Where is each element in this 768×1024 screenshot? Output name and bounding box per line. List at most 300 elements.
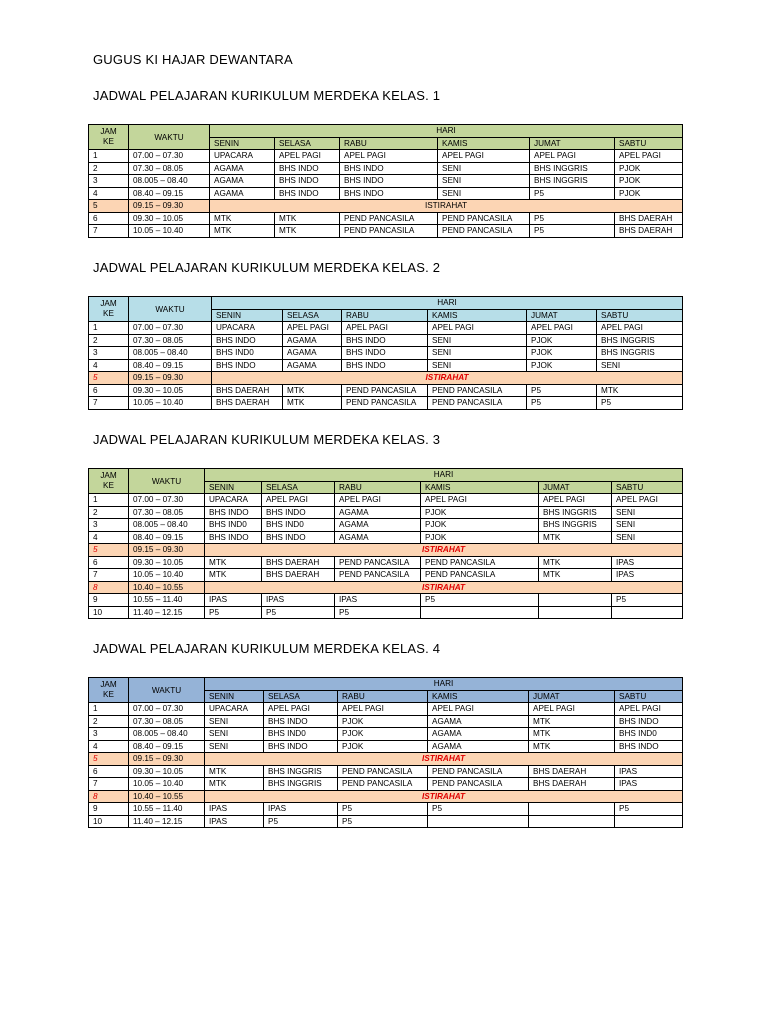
table-header-row [89,469,683,482]
subject-cell-kamis: PEND PANCASILA [428,765,529,778]
period-time: 07.30 – 08.05 [129,162,210,175]
subject-cell-jumat: BHS INGGRIS [530,162,615,175]
subject-cell-kamis: AGAMA [428,728,529,741]
table-row [89,175,683,188]
period-time: 10.05 – 10.40 [129,225,210,238]
subject-cell-rabu: PEND PANCASILA [335,569,421,582]
subject-cell-kamis: PEND PANCASILA [438,225,530,238]
subject-cell-kamis: APEL PAGI [438,150,530,163]
table-row [89,225,683,238]
subject-cell-jumat [539,594,612,607]
table-row [89,397,683,410]
subject-cell-senin: BHS INDO [205,506,262,519]
subject-cell-senin: BHS INDO [205,531,262,544]
subject-cell-kamis: PEND PANCASILA [428,778,529,791]
schedule-table [88,296,683,410]
subject-cell-selasa: APEL PAGI [283,322,342,335]
subject-cell-senin: UPACARA [212,322,283,335]
subject-cell-jumat: MTK [539,569,612,582]
subject-cell-senin: SENI [205,740,264,753]
subject-cell-senin: BHS INDO [212,359,283,372]
day-header-jumat: JUMAT [527,309,597,322]
period-number: 3 [89,347,129,360]
hari-header: HARI [205,678,683,691]
day-header-kamis: KAMIS [438,137,530,150]
hari-header: HARI [205,469,683,482]
subject-cell-kamis: APEL PAGI [421,494,539,507]
table-header-row [89,678,683,691]
period-number: 1 [89,322,129,335]
subject-cell-selasa: BHS DAERAH [262,569,335,582]
period-number: 6 [89,384,129,397]
subject-cell-kamis: PJOK [421,519,539,532]
table-row [89,506,683,519]
day-header-sabtu: SABTU [615,690,683,703]
subject-cell-selasa: APEL PAGI [262,494,335,507]
subject-cell-jumat: APEL PAGI [529,703,615,716]
subject-cell-jumat: APEL PAGI [539,494,612,507]
subject-cell-sabtu [615,815,683,828]
subject-cell-sabtu: BHS INGGRIS [597,347,683,360]
period-time: 07.00 – 07.30 [129,322,212,335]
period-time: 08.40 – 09.15 [129,187,210,200]
subject-cell-senin: BHS IND0 [212,347,283,360]
ke-label: KE [103,481,114,490]
subject-cell-jumat: MTK [529,728,615,741]
period-number: 7 [89,778,129,791]
subject-cell-jumat: MTK [529,740,615,753]
subject-cell-kamis: P5 [421,594,539,607]
period-time: 10.40 – 10.55 [129,790,205,803]
subject-cell-rabu: BHS INDO [340,175,438,188]
subject-cell-jumat: BHS DAERAH [529,765,615,778]
day-header-sabtu: SABTU [615,137,683,150]
day-header-jumat: JUMAT [529,690,615,703]
break-row [89,753,683,766]
table-row [89,334,683,347]
period-time: 08.005 – 08.40 [129,728,205,741]
day-header-kamis: KAMIS [428,690,529,703]
break-row [89,200,683,213]
period-time: 07.00 – 07.30 [129,494,205,507]
table-row [89,384,683,397]
subject-cell-sabtu: PJOK [615,187,683,200]
period-time: 08.005 – 08.40 [129,347,212,360]
period-time: 10.05 – 10.40 [129,778,205,791]
subject-cell-sabtu: IPAS [615,778,683,791]
jam-label: JAM [100,679,117,689]
subject-cell-sabtu [612,606,683,619]
subject-cell-senin: MTK [205,556,262,569]
period-number: 3 [89,175,129,188]
period-time: 10.05 – 10.40 [129,397,212,410]
ke-label: KE [103,309,114,318]
jam-label: JAM [100,470,117,480]
period-time: 09.15 – 09.30 [129,372,212,385]
subject-cell-jumat: MTK [539,531,612,544]
period-time: 09.30 – 10.05 [129,765,205,778]
table-row [89,778,683,791]
subject-cell-jumat: PJOK [527,347,597,360]
period-time: 11.40 – 12.15 [129,606,205,619]
period-time: 08.005 – 08.40 [129,519,205,532]
subject-cell-rabu: PEND PANCASILA [340,225,438,238]
table-row [89,519,683,532]
subject-cell-kamis: PEND PANCASILA [421,556,539,569]
subject-cell-selasa: BHS INGGRIS [264,778,338,791]
day-header-senin: SENIN [210,137,275,150]
table-row [89,322,683,335]
subject-cell-senin: SENI [205,715,264,728]
subject-cell-sabtu: BHS INGGRIS [597,334,683,347]
period-number: 6 [89,556,129,569]
subject-cell-senin: AGAMA [210,175,275,188]
subject-cell-jumat: MTK [539,556,612,569]
subject-cell-kamis: PJOK [421,531,539,544]
table-header-row [89,297,683,310]
table-row [89,494,683,507]
table-row [89,606,683,619]
schedule-title: JADWAL PELAJARAN KURIKULUM MERDEKA KELAS. 2 [93,260,441,275]
day-header-rabu: RABU [335,481,421,494]
subject-cell-kamis: APEL PAGI [428,703,529,716]
subject-cell-sabtu: PJOK [615,162,683,175]
subject-cell-jumat: PJOK [527,334,597,347]
break-label: ISTIRAHAT [205,544,683,557]
subject-cell-senin: IPAS [205,803,264,816]
waktu-header: WAKTU [129,125,210,150]
subject-cell-rabu: AGAMA [335,519,421,532]
break-label: ISTIRAHAT [212,372,683,385]
subject-cell-jumat: BHS INGGRIS [539,519,612,532]
jam-ke-header [89,678,129,703]
subject-cell-selasa: BHS INDO [262,531,335,544]
period-number: 10 [89,815,129,828]
subject-cell-jumat: APEL PAGI [530,150,615,163]
period-number: 1 [89,703,129,716]
subject-cell-sabtu: SENI [612,519,683,532]
day-header-senin: SENIN [212,309,283,322]
subject-cell-selasa: BHS IND0 [262,519,335,532]
subject-cell-selasa: BHS INDO [264,715,338,728]
subject-cell-kamis: SENI [438,175,530,188]
period-time: 07.30 – 08.05 [129,715,205,728]
subject-cell-kamis [428,815,529,828]
subject-cell-rabu: P5 [338,803,428,816]
period-number: 8 [89,790,129,803]
subject-cell-sabtu: IPAS [615,765,683,778]
day-header-selasa: SELASA [283,309,342,322]
day-header-jumat: JUMAT [530,137,615,150]
period-number: 5 [89,372,129,385]
subject-cell-selasa: BHS INDO [275,187,340,200]
subject-cell-selasa: MTK [275,225,340,238]
subject-cell-sabtu: BHS DAERAH [615,212,683,225]
break-label: ISTIRAHAT [210,200,683,213]
subject-cell-kamis: PEND PANCASILA [428,397,527,410]
day-header-kamis: KAMIS [428,309,527,322]
subject-cell-senin: MTK [205,778,264,791]
subject-cell-selasa: P5 [262,606,335,619]
period-number: 2 [89,334,129,347]
period-time: 10.55 – 11.40 [129,594,205,607]
table-row [89,715,683,728]
jam-ke-header [89,125,129,150]
period-time: 09.30 – 10.05 [129,212,210,225]
subject-cell-senin: BHS DAERAH [212,384,283,397]
subject-cell-selasa: APEL PAGI [275,150,340,163]
subject-cell-sabtu: SENI [597,359,683,372]
subject-cell-jumat: BHS INGGRIS [539,506,612,519]
schedule-table [88,677,683,828]
subject-cell-jumat: BHS INGGRIS [530,175,615,188]
period-number: 6 [89,212,129,225]
subject-cell-rabu: PEND PANCASILA [342,384,428,397]
period-time: 08.005 – 08.40 [129,175,210,188]
period-time: 08.40 – 09.15 [129,359,212,372]
day-header-jumat: JUMAT [539,481,612,494]
subject-cell-sabtu: IPAS [612,569,683,582]
schedule-kelas-1 [88,88,682,238]
subject-cell-selasa: AGAMA [283,334,342,347]
subject-cell-selasa: BHS INDO [275,175,340,188]
period-number: 3 [89,519,129,532]
subject-cell-rabu: PJOK [338,728,428,741]
subject-cell-rabu: APEL PAGI [340,150,438,163]
table-row [89,765,683,778]
subject-cell-rabu: PEND PANCASILA [338,765,428,778]
period-time: 07.30 – 08.05 [129,334,212,347]
subject-cell-kamis: PEND PANCASILA [421,569,539,582]
day-header-rabu: RABU [338,690,428,703]
subject-cell-rabu: BHS INDO [342,359,428,372]
day-header-sabtu: SABTU [597,309,683,322]
subject-cell-senin: BHS DAERAH [212,397,283,410]
subject-cell-senin: SENI [205,728,264,741]
hari-header: HARI [212,297,683,310]
break-label: ISTIRAHAT [205,790,683,803]
subject-cell-selasa: AGAMA [283,359,342,372]
subject-cell-senin: BHS INDO [212,334,283,347]
subject-cell-jumat [539,606,612,619]
table-row [89,347,683,360]
schedule-title: JADWAL PELAJARAN KURIKULUM MERDEKA KELAS. 3 [93,432,441,447]
subject-cell-rabu: BHS INDO [340,162,438,175]
subject-cell-jumat [529,803,615,816]
period-number: 2 [89,715,129,728]
subject-cell-sabtu: P5 [612,594,683,607]
table-row [89,740,683,753]
subject-cell-rabu: PJOK [338,740,428,753]
jam-ke-header [89,297,129,322]
period-number: 9 [89,594,129,607]
period-time: 10.55 – 11.40 [129,803,205,816]
subject-cell-jumat: APEL PAGI [527,322,597,335]
day-header-senin: SENIN [205,690,264,703]
table-row [89,815,683,828]
subject-cell-sabtu: APEL PAGI [597,322,683,335]
subject-cell-senin: AGAMA [210,162,275,175]
day-header-selasa: SELASA [275,137,340,150]
day-header-selasa: SELASA [262,481,335,494]
period-number: 5 [89,544,129,557]
ke-label: KE [103,690,114,699]
subject-cell-rabu: PEND PANCASILA [342,397,428,410]
jam-ke-header [89,469,129,494]
break-row [89,581,683,594]
subject-cell-sabtu: BHS DAERAH [615,225,683,238]
period-number: 4 [89,740,129,753]
subject-cell-sabtu: SENI [612,531,683,544]
subject-cell-senin: MTK [205,569,262,582]
subject-cell-sabtu: APEL PAGI [612,494,683,507]
subject-cell-kamis: SENI [438,162,530,175]
subject-cell-selasa: MTK [283,397,342,410]
subject-cell-rabu: P5 [338,815,428,828]
period-time: 10.40 – 10.55 [129,581,205,594]
waktu-header: WAKTU [129,297,212,322]
subject-cell-selasa: P5 [264,815,338,828]
period-number: 4 [89,531,129,544]
table-row [89,212,683,225]
period-time: 07.30 – 08.05 [129,506,205,519]
break-row [89,790,683,803]
period-time: 07.00 – 07.30 [129,703,205,716]
subject-cell-kamis [421,606,539,619]
period-time: 07.00 – 07.30 [129,150,210,163]
subject-cell-rabu: AGAMA [335,506,421,519]
day-header-selasa: SELASA [264,690,338,703]
subject-cell-jumat [529,815,615,828]
subject-cell-senin: MTK [210,212,275,225]
subject-cell-kamis: PEND PANCASILA [438,212,530,225]
subject-cell-jumat: P5 [530,225,615,238]
table-row [89,150,683,163]
period-number: 7 [89,569,129,582]
subject-cell-selasa: APEL PAGI [264,703,338,716]
subject-cell-sabtu: APEL PAGI [615,703,683,716]
subject-cell-selasa: BHS IND0 [264,728,338,741]
period-number: 1 [89,494,129,507]
subject-cell-sabtu: BHS IND0 [615,728,683,741]
page-header: GUGUS KI HAJAR DEWANTARA [93,52,293,67]
table-row [89,569,683,582]
subject-cell-rabu: AGAMA [335,531,421,544]
subject-cell-rabu: BHS INDO [342,347,428,360]
ke-label: KE [103,137,114,146]
table-row [89,162,683,175]
subject-cell-selasa: BHS INGGRIS [264,765,338,778]
subject-cell-selasa: MTK [283,384,342,397]
subject-cell-senin: IPAS [205,815,264,828]
period-number: 6 [89,765,129,778]
period-time: 09.15 – 09.30 [129,753,205,766]
subject-cell-sabtu: BHS INDO [615,715,683,728]
subject-cell-sabtu: P5 [597,397,683,410]
subject-cell-kamis: SENI [428,359,527,372]
period-time: 08.40 – 09.15 [129,740,205,753]
period-number: 9 [89,803,129,816]
subject-cell-sabtu: APEL PAGI [615,150,683,163]
subject-cell-senin: AGAMA [210,187,275,200]
break-label: ISTIRAHAT [205,753,683,766]
period-time: 09.15 – 09.30 [129,200,210,213]
period-time: 08.40 – 09.15 [129,531,205,544]
subject-cell-senin: UPACARA [210,150,275,163]
waktu-header: WAKTU [129,678,205,703]
subject-cell-sabtu: MTK [597,384,683,397]
subject-cell-sabtu: PJOK [615,175,683,188]
table-row [89,728,683,741]
period-time: 09.30 – 10.05 [129,556,205,569]
period-number: 5 [89,200,129,213]
subject-cell-jumat: MTK [529,715,615,728]
subject-cell-jumat: P5 [530,212,615,225]
period-number: 4 [89,187,129,200]
period-number: 3 [89,728,129,741]
period-number: 8 [89,581,129,594]
schedule-table [88,124,683,238]
subject-cell-kamis: PEND PANCASILA [428,384,527,397]
hari-header: HARI [210,125,683,138]
subject-cell-jumat: P5 [527,384,597,397]
waktu-header: WAKTU [129,469,205,494]
subject-cell-kamis: P5 [428,803,529,816]
period-time: 09.30 – 10.05 [129,384,212,397]
subject-cell-kamis: SENI [428,347,527,360]
subject-cell-rabu: APEL PAGI [335,494,421,507]
subject-cell-selasa: BHS INDO [264,740,338,753]
subject-cell-senin: IPAS [205,594,262,607]
subject-cell-selasa: IPAS [264,803,338,816]
subject-cell-jumat: BHS DAERAH [529,778,615,791]
subject-cell-senin: UPACARA [205,703,264,716]
subject-cell-rabu: PEND PANCASILA [340,212,438,225]
subject-cell-senin: BHS IND0 [205,519,262,532]
subject-cell-rabu: IPAS [335,594,421,607]
subject-cell-rabu: P5 [335,606,421,619]
period-number: 4 [89,359,129,372]
subject-cell-senin: MTK [205,765,264,778]
table-row [89,556,683,569]
schedule-kelas-3 [88,432,682,619]
period-number: 7 [89,397,129,410]
period-number: 2 [89,506,129,519]
table-row [89,187,683,200]
subject-cell-kamis: AGAMA [428,740,529,753]
subject-cell-rabu: PEND PANCASILA [338,778,428,791]
table-header-row [89,125,683,138]
subject-cell-sabtu: IPAS [612,556,683,569]
subject-cell-kamis: AGAMA [428,715,529,728]
schedule-table [88,468,683,619]
period-number: 5 [89,753,129,766]
schedule-title: JADWAL PELAJARAN KURIKULUM MERDEKA KELAS. 1 [93,88,441,103]
subject-cell-sabtu: P5 [615,803,683,816]
table-row [89,803,683,816]
subject-cell-rabu: APEL PAGI [338,703,428,716]
table-row [89,531,683,544]
subject-cell-sabtu: SENI [612,506,683,519]
table-row [89,594,683,607]
subject-cell-rabu: PJOK [338,715,428,728]
subject-cell-selasa: BHS INDO [275,162,340,175]
subject-cell-rabu: PEND PANCASILA [335,556,421,569]
subject-cell-selasa: IPAS [262,594,335,607]
subject-cell-kamis: SENI [428,334,527,347]
subject-cell-jumat: PJOK [527,359,597,372]
subject-cell-selasa: BHS INDO [262,506,335,519]
